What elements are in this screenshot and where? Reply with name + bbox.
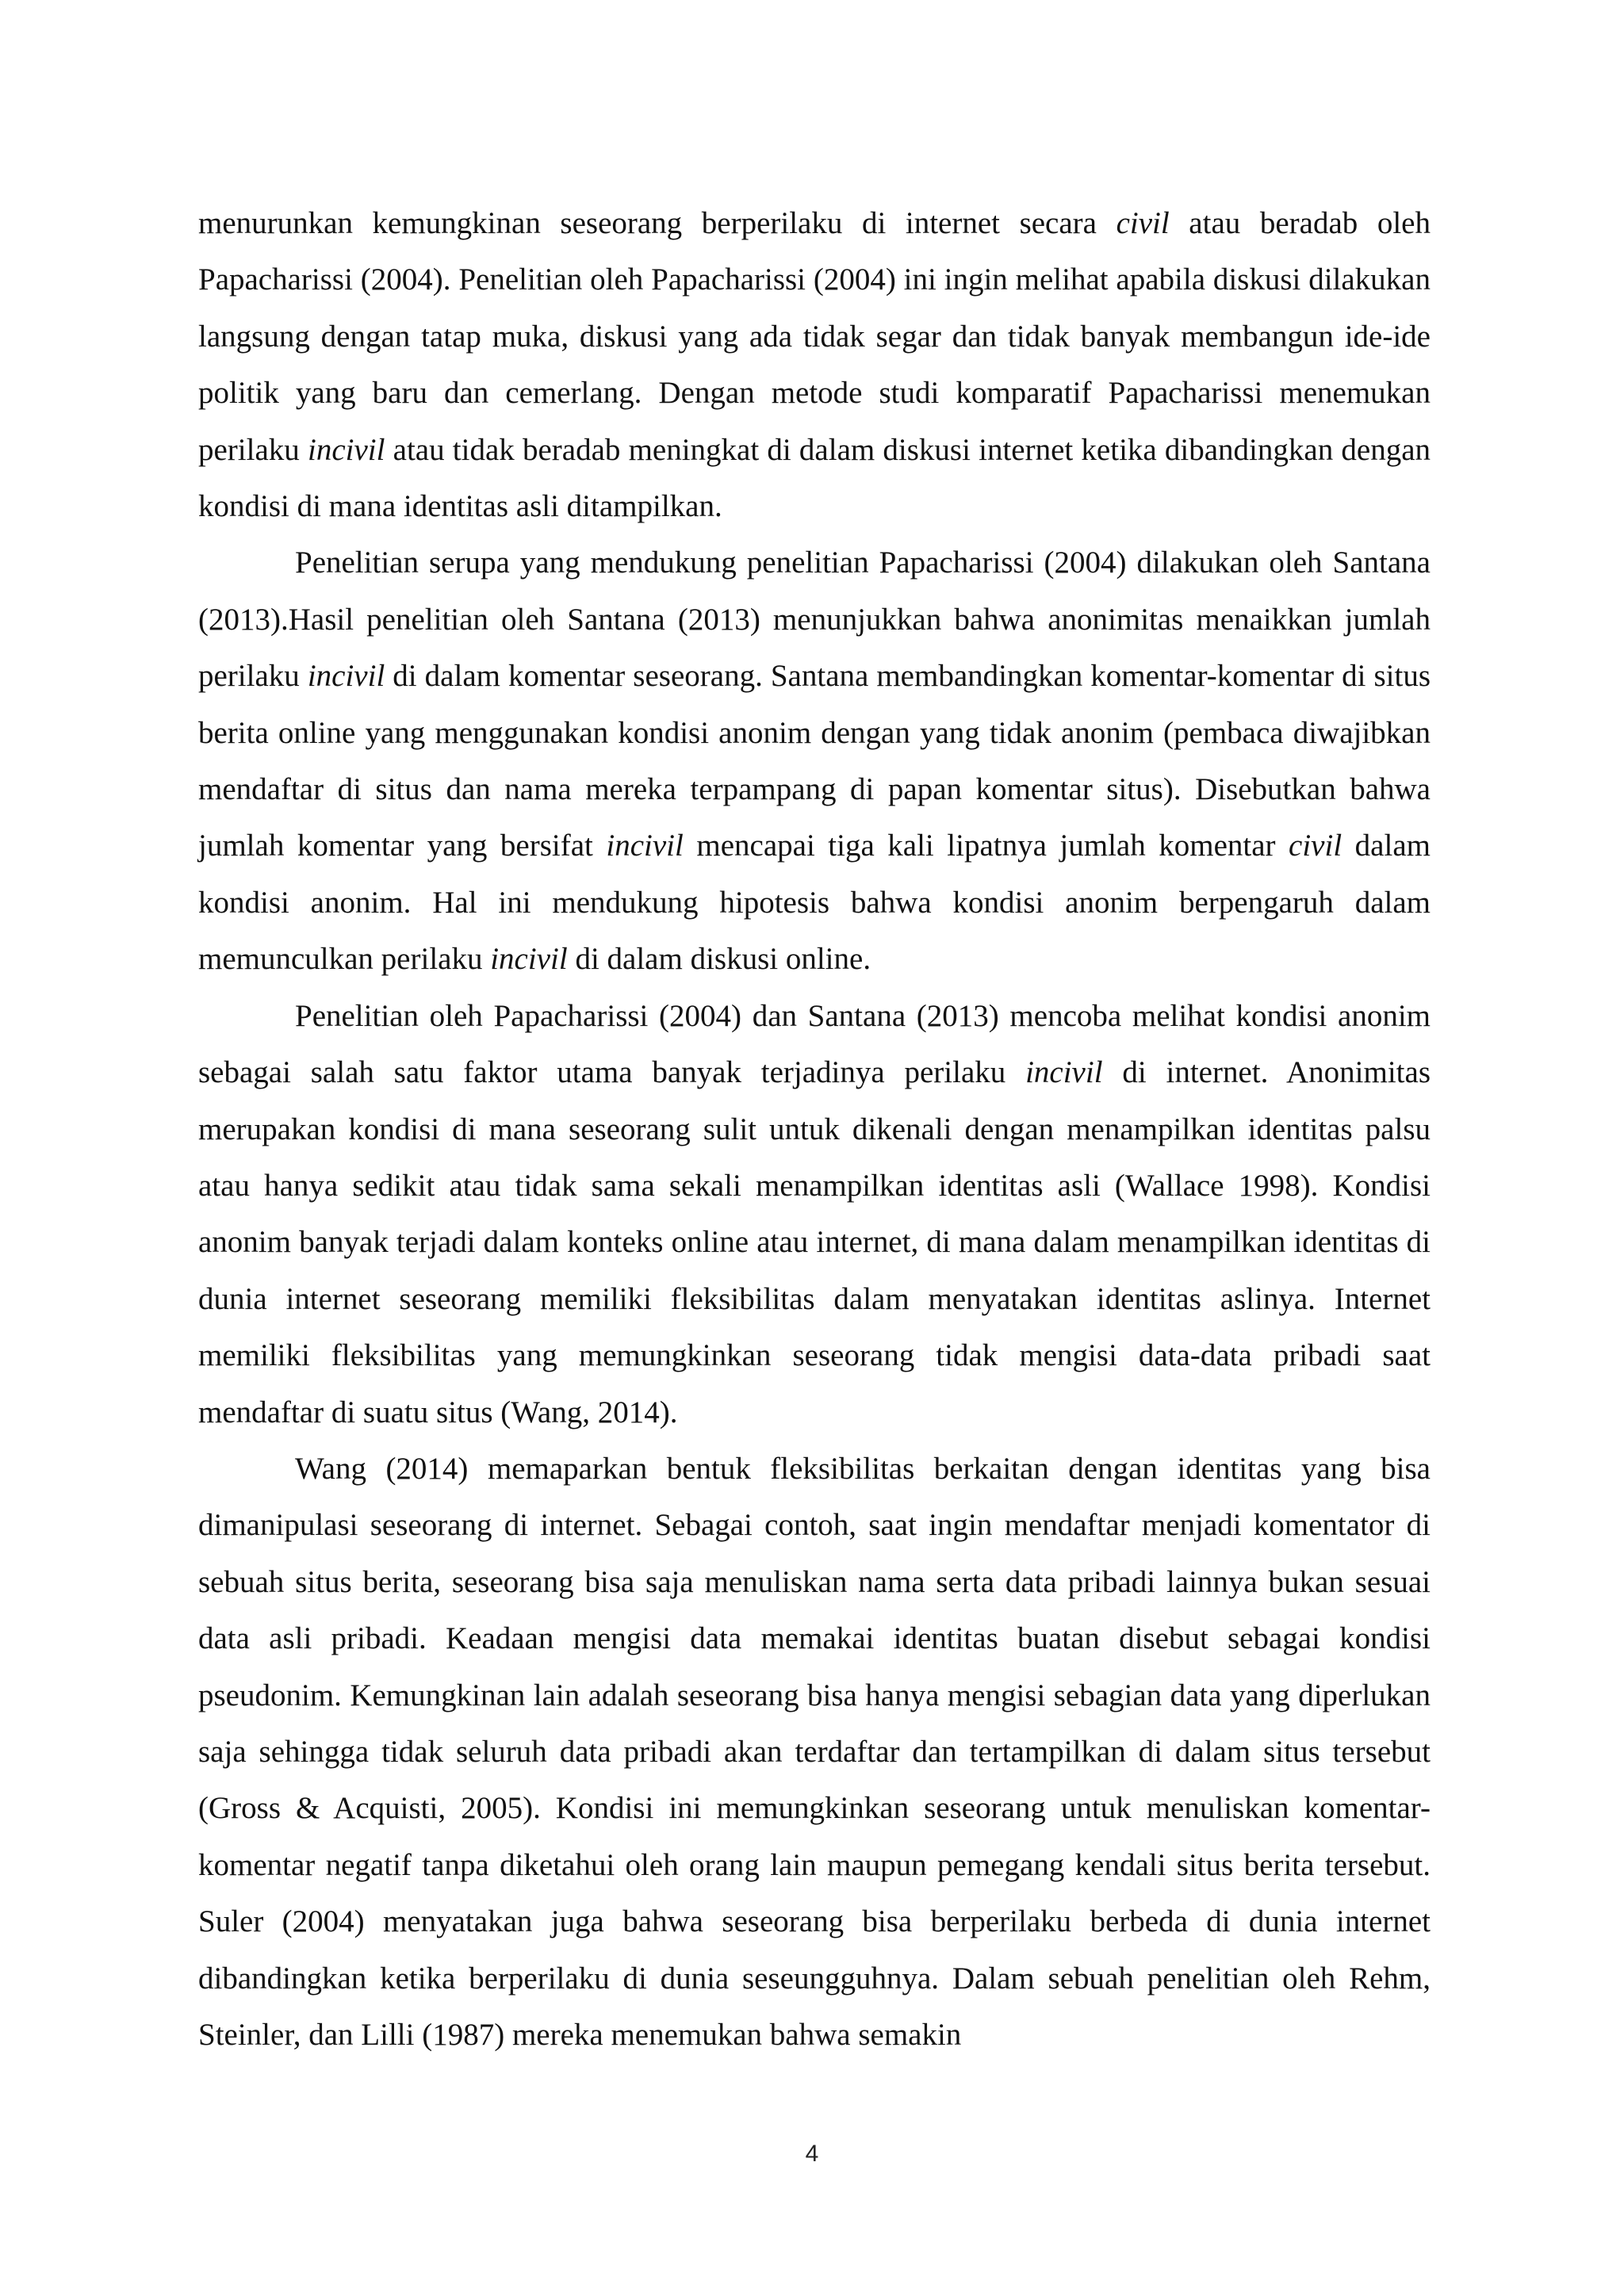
paragraph-3 (198, 988, 1431, 1441)
text-run: atau beradab oleh Papacharissi (2004). Penelitian oleh Papacharissi (2004) ini ingin melihat apabila diskusi dilakukan langsung dengan tatap muka, diskusi yang ada tidak segar dan tidak banyak membangun ide-ide politik yang baru dan cemerlang. Dengan metode studi komparatif Papacharissi menemukan perilaku (198, 206, 1431, 467)
text-run: dalam kondisi anonim. Hal ini mendukung hipotesis bahwa kondisi anonim berpengaruh dalam memunculkan perilaku (198, 828, 1431, 977)
text-run: Wang (2014) memaparkan bentuk fleksibilitas berkaitan dengan identitas yang bisa dimanipulasi seseorang di internet. Sebagai contoh, saat ingin mendaftar menjadi komentator di sebuah situs berita, seseorang bisa saja menuliskan nama serta data pribadi lainnya bukan sesuai data asli pribadi. Keadaan mengisi data memakai identitas buatan disebut sebagai kondisi pseudonim. Kemungkinan lain adalah seseorang bisa hanya mengisi sebagian data yang diperlukan saja sehingga tidak seluruh data pribadi akan terdaftar dan tertampilkan di dalam situs tersebut (Gross & Acquisti, 2005). Kondisi ini memungkinkan seseorang untuk menuliskan komentar-komentar negatif tanpa diketahui oleh orang lain maupun pemegang kendali situs berita tersebut. Suler (2004) menyatakan juga bahwa seseorang bisa berperilaku berbeda di dunia internet dibandingkan ketika berperilaku di dunia seseungguhnya. Dalam sebuah penelitian oleh Rehm, Steinler, dan Lilli (1987) mereka menemukan bahwa semakin (198, 1451, 1431, 2052)
text-run: di dalam komentar seseorang. Santana membandingkan komentar-komentar di situs berita online yang menggunakan kondisi anonim dengan yang tidak anonim (pembaca diwajibkan mendaftar di situs dan nama mereka terpampang di papan komentar situs). Disebutkan bahwa jumlah komentar yang bersifat (198, 659, 1431, 863)
text-run: di internet. Anonimitas merupakan kondisi di mana seseorang sulit untuk dikenali dengan menampilkan identitas palsu atau hanya sedikit atau tidak sama sekali menampilkan identitas asli (Wallace 1998). Kondisi anonim banyak terjadi dalam konteks online atau internet, di mana dalam menampilkan identitas di dunia internet seseorang memiliki fleksibilitas dalam menyatakan identitas aslinya. Internet memiliki fleksibilitas yang memungkinkan seseorang tidak mengisi data-data pribadi saat mendaftar di suatu situs (Wang, 2014). (198, 1055, 1431, 1429)
text-run: mencapai tiga kali lipatnya jumlah komentar (683, 828, 1289, 863)
text-run: di dalam diskusi online. (567, 942, 871, 977)
text-run: atau tidak beradab meningkat di dalam diskusi internet ketika dibandingkan dengan kondisi di mana identitas asli ditampilkan. (198, 432, 1431, 524)
italic-term: incivil (307, 432, 385, 467)
italic-term: incivil (606, 828, 684, 863)
italic-term: incivil (490, 942, 568, 977)
italic-term: incivil (307, 659, 385, 694)
text-run: Penelitian oleh Papacharissi (2004) dan Santana (2013) mencoba melihat kondisi anonim sebagai salah satu faktor utama banyak terjadinya perilaku (198, 998, 1431, 1090)
paragraph-1 (198, 195, 1431, 534)
italic-term: civil (1289, 828, 1342, 863)
italic-term: incivil (1025, 1055, 1103, 1090)
document-body (198, 195, 1431, 2063)
page-number: 4 (805, 2141, 819, 2167)
paragraph-4 (198, 1441, 1431, 2063)
text-run: Penelitian serupa yang mendukung penelitian Papacharissi (2004) dilakukan oleh Santana (2013).Hasil penelitian oleh Santana (2013) menunjukkan bahwa anonimitas menaikkan jumlah perilaku (198, 545, 1431, 694)
italic-term: civil (1116, 206, 1170, 240)
paragraph-2 (198, 534, 1431, 987)
text-run: menurunkan kemungkinan seseorang berperilaku di internet secara (198, 206, 1116, 240)
